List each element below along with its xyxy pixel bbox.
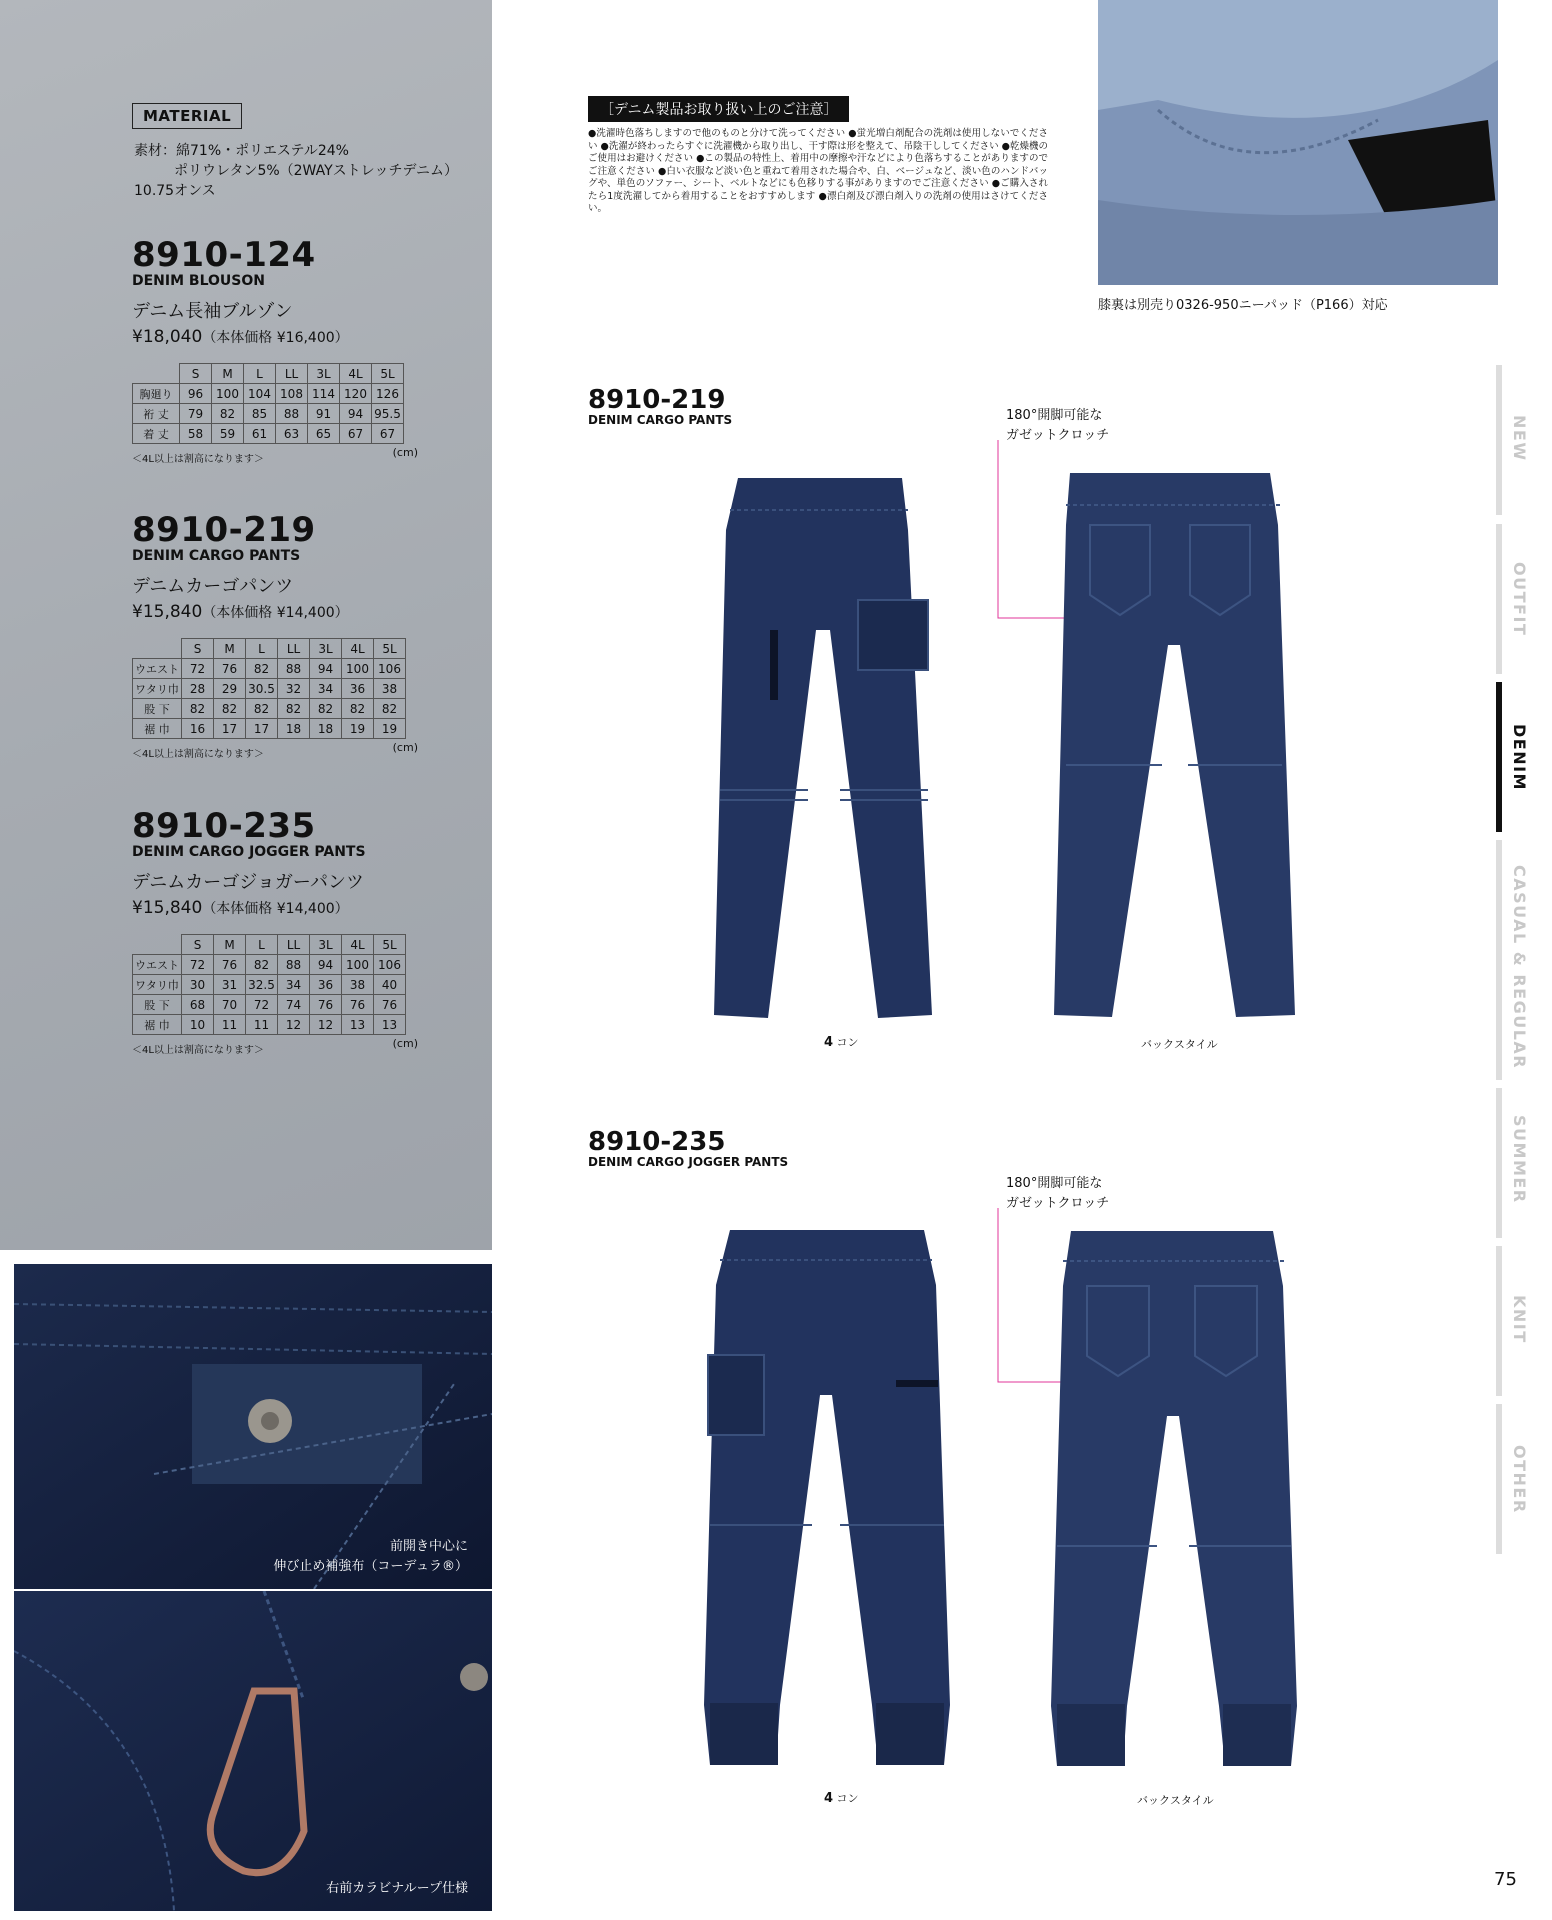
size-table: S M L LL 3L 4L 5L ウエスト 72 76 82 88 94 100 106 ワタリ巾 30 31 32.5 34 36 38 40 股 下 68 70 72 74 76 76 76 裾 巾 10 11 11 12 12 13 13 (132, 934, 406, 1035)
nav-bar-outfit[interactable] (1496, 524, 1502, 674)
knee-pad-image (1098, 0, 1498, 285)
product-japanese-name: デニムカーゴパンツ (132, 576, 294, 597)
gusset-callout-2: 180°開脚可能な ガゼットクロッチ (1006, 1176, 1110, 1211)
product-english-name: DENIM BLOUSON (132, 273, 265, 289)
nav-item-other[interactable]: OTHER (1510, 1445, 1529, 1514)
detail-photo-button (14, 1264, 492, 1589)
knee-pad-photo (1098, 0, 1498, 285)
section-ename-8910-219: DENIM CARGO PANTS (588, 413, 733, 427)
product-english-name: DENIM CARGO PANTS (132, 548, 301, 564)
product-japanese-name: デニムカーゴジョガーパンツ (132, 872, 365, 893)
care-text: ●洗濯時色落ちしますので他のものと分けて洗ってください ●蛍光増白剤配合の洗剤は使用しないでください ●洗濯が終わったらすぐに洗濯機から取り出し、干す際は形を整えて、吊陰干ししてください ●乾燥機のご使用はお避けください ●この製品の特性上、着用中の摩擦や汗などにより色落ちすることがありますのでご注意ください ●白い衣服など淡い色と重ねて着用された場合や、白、ベージュなど、淡い色のハンドバッグや、単色のソファー、シート、ベルトなどにも色移りする事がありますのでご注意ください ●ご購入されたら1度洗濯してから着用することをおすすめします ●漂白剤及び漂白剤入りの洗剤の使用はさけてください。 (588, 128, 1048, 214)
product-price: ¥15,840（本体価格 ¥14,400） (132, 898, 349, 918)
carabiner-loop-image (14, 1591, 492, 1911)
product-price: ¥15,840（本体価格 ¥14,400） (132, 602, 349, 622)
color-label-1: 4 コン (824, 1035, 859, 1050)
nav-bar-knit[interactable] (1496, 1246, 1502, 1396)
product-code: 8910-235 (132, 806, 316, 846)
nav-bar-other[interactable] (1496, 1404, 1502, 1554)
size-table: S M L LL 3L 4L 5L ウエスト 72 76 82 88 94 100 106 ワタリ巾 28 29 30.5 32 34 36 38 股 下 82 82 82 82 82 82 82 裾 巾 16 17 17 18 18 19 19 (132, 638, 406, 739)
detail-caption-1: 前開き中心に 伸び止め補強布（コーデュラ®） (273, 1539, 468, 1574)
detail-caption-2: 右前カラビナループ仕様 (326, 1881, 468, 1896)
care-title: ［デニム製品お取り扱い上のご注意］ (588, 96, 849, 122)
product-spec-8910-235 (132, 806, 418, 1056)
gusset-callout-1: 180°開脚可能な ガゼットクロッチ (1006, 408, 1110, 443)
product-code: 8910-219 (132, 510, 316, 550)
nav-item-denim[interactable]: DENIM (1510, 724, 1529, 791)
material-text (134, 141, 458, 201)
color-label-2: 4 コン (824, 1791, 859, 1806)
jogger-pants-back (1045, 1226, 1305, 1771)
product-japanese-name: デニム長袖ブルゾン (132, 301, 293, 322)
nav-item-casual-regular[interactable]: CASUAL & REGULAR (1510, 865, 1529, 1070)
section-code-8910-219: 8910-219 (588, 385, 726, 415)
material-line-2: ポリウレタン5%（2WAYストレッチデニム） (174, 163, 458, 179)
nav-item-outfit[interactable]: OUTFIT (1510, 562, 1529, 637)
size-note: ＜4L以上は割高になります＞ (cm) (132, 741, 418, 760)
section-ename-8910-235: DENIM CARGO JOGGER PANTS (588, 1155, 789, 1169)
nav-item-summer[interactable]: SUMMER (1510, 1115, 1529, 1204)
nav-bar-summer[interactable] (1496, 1088, 1502, 1238)
back-style-label-1: バックスタイル (1141, 1038, 1218, 1051)
section-code-8910-235: 8910-235 (588, 1127, 726, 1157)
product-english-name: DENIM CARGO JOGGER PANTS (132, 844, 366, 860)
material-line-1: 素材：綿71%・ポリエステル24% (134, 143, 349, 159)
cargo-pants-front (690, 470, 950, 1020)
nav-item-knit[interactable]: KNIT (1510, 1295, 1529, 1344)
size-note: ＜4L以上は割高になります＞ (cm) (132, 1037, 418, 1056)
nav-bar-denim[interactable] (1496, 682, 1502, 832)
page-number: 75 (1494, 1869, 1517, 1890)
jogger-pants-front (700, 1225, 960, 1770)
material-label: MATERIAL (132, 103, 242, 129)
detail-photo-carabiner (14, 1591, 492, 1911)
product-price: ¥18,040（本体価格 ¥16,400） (132, 327, 349, 347)
knee-pad-caption: 膝裏は別売り0326-950ニーパッド（P166）対応 (1098, 298, 1388, 313)
product-code: 8910-124 (132, 235, 316, 275)
nav-bar-new[interactable] (1496, 365, 1502, 515)
back-style-label-2: バックスタイル (1137, 1794, 1214, 1807)
product-spec-8910-124 (132, 235, 418, 465)
material-line-3: 10.75オンス (134, 183, 216, 199)
nav-item-new[interactable]: NEW (1510, 415, 1529, 462)
size-note: ＜4L以上は割高になります＞ (cm) (132, 446, 418, 465)
care-notice (588, 96, 1048, 216)
nav-bar-casual-regular[interactable] (1496, 840, 1502, 1080)
product-spec-8910-219 (132, 510, 418, 760)
cargo-pants-back (1050, 465, 1300, 1020)
size-table: S M L LL 3L 4L 5L 胸廻り 96 100 104 108 114 120 126 裄 丈 79 82 85 88 91 94 95.5 着 丈 58 59 61 63 65 67 67 (132, 363, 404, 444)
